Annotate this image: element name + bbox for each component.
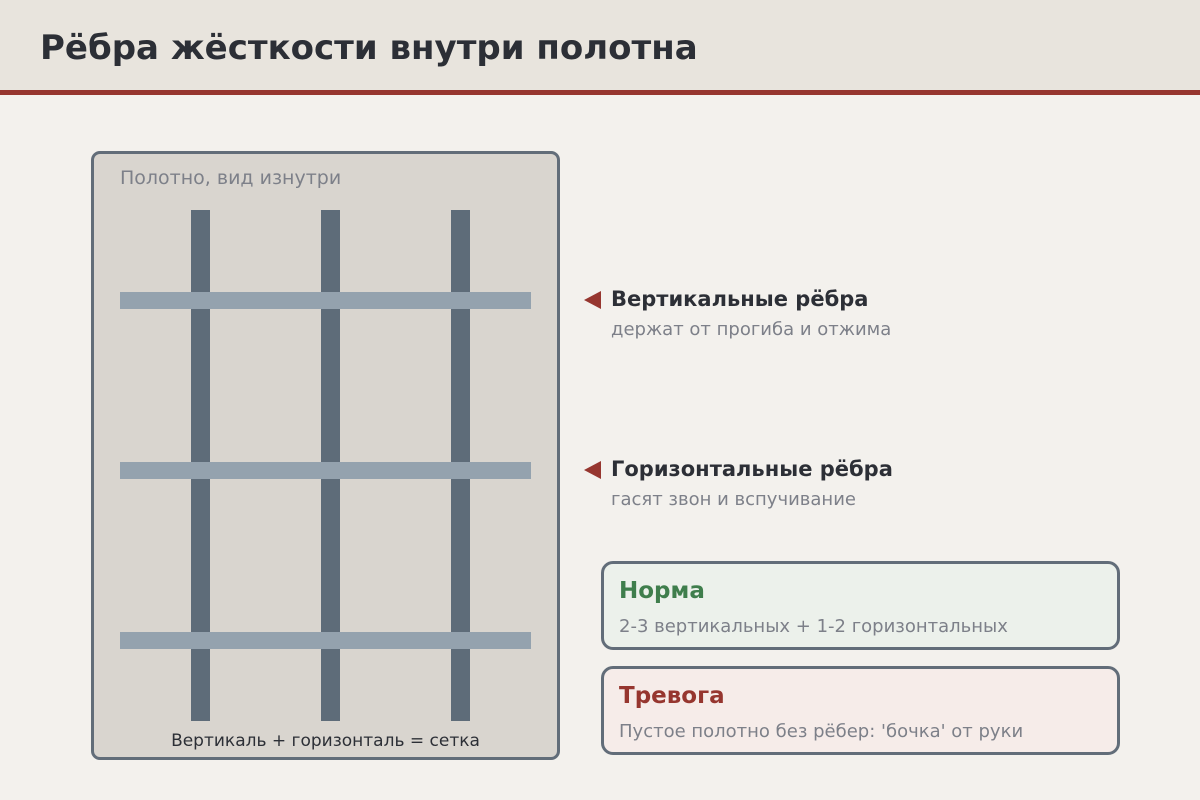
- alarm-card-text: Пустое полотно без рёбер: 'бочка' от руки: [619, 721, 1024, 742]
- alarm-card-title: Тревога: [619, 683, 725, 709]
- callout-vertical-subtitle: держат от прогиба и отжима: [611, 319, 892, 340]
- arrow-left-icon: [584, 461, 601, 479]
- alarm-card: [601, 666, 1120, 755]
- norm-card-text: 2-3 вертикальных + 1-2 горизонтальных: [619, 616, 1008, 637]
- callout-horizontal-subtitle: гасят звон и вспучивание: [611, 489, 856, 510]
- horizontal-rib: [120, 462, 531, 479]
- header-underline: [0, 90, 1200, 95]
- panel-caption: Полотно, вид изнутри: [120, 167, 342, 189]
- norm-card: [601, 561, 1120, 650]
- page-title: Рёбра жёсткости внутри полотна: [40, 28, 698, 68]
- callout-horizontal-title: Горизонтальные рёбра: [611, 457, 893, 481]
- norm-card-title: Норма: [619, 578, 705, 604]
- arrow-left-icon: [584, 291, 601, 309]
- horizontal-rib: [120, 292, 531, 309]
- callout-vertical-title: Вертикальные рёбра: [611, 287, 869, 311]
- panel-footer-formula: Вертикаль + горизонталь = сетка: [171, 731, 480, 751]
- horizontal-rib: [120, 632, 531, 649]
